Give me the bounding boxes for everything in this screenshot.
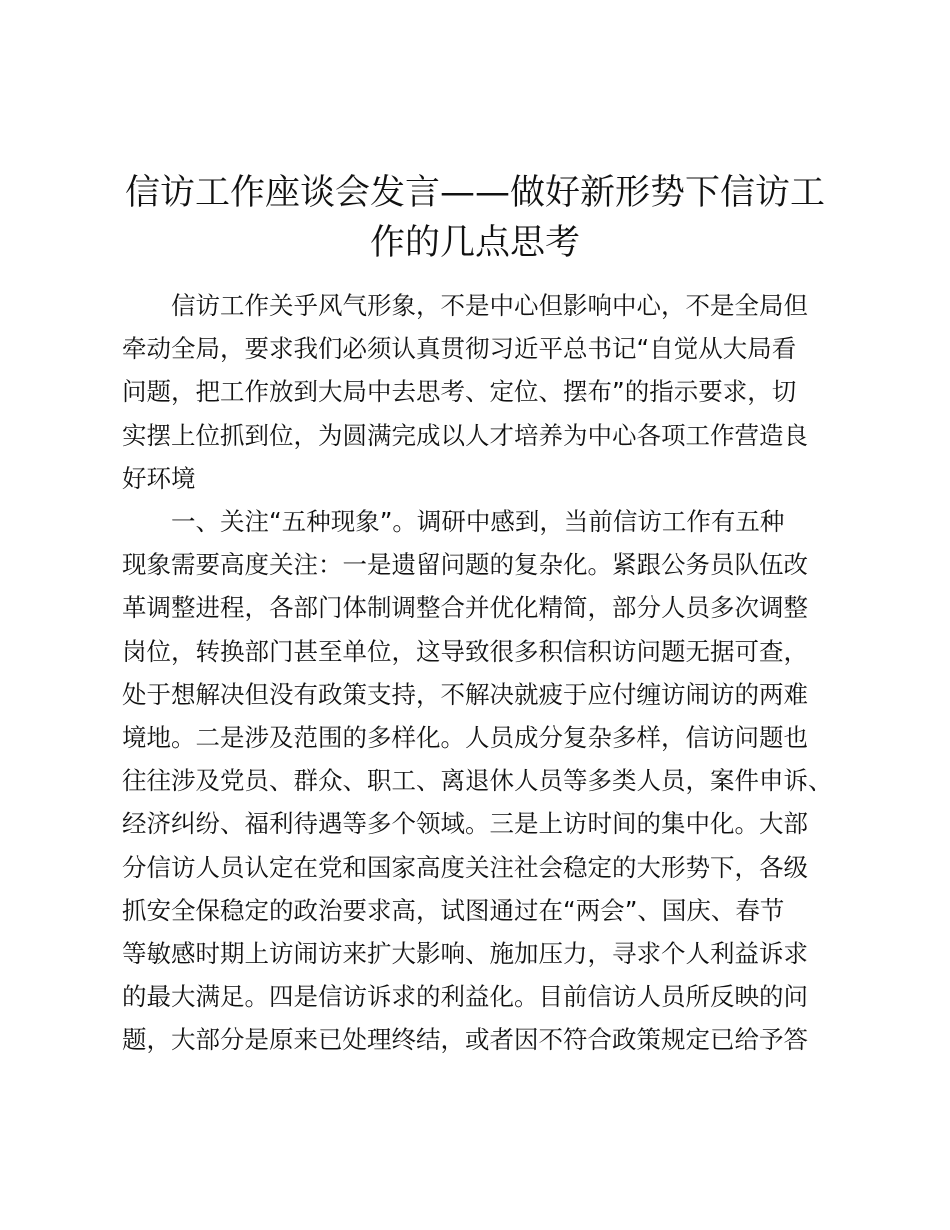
paragraph-line: 等敏感时期上访闹访来扩大影响、施加压力，寻求个人利益诉求 xyxy=(122,939,808,969)
paragraph-line: 一、关注“五种现象”。调研中感到，当前信访工作有五种 xyxy=(171,507,785,537)
paragraph-line: 现象需要高度关注：一是遗留问题的复杂化。紧跟公务员队伍改 xyxy=(122,550,808,580)
paragraph-line: 分信访人员认定在党和国家高度关注社会稳定的大形势下，各级 xyxy=(122,852,808,882)
title-line-2: 作的几点思考 xyxy=(369,223,580,263)
paragraph-line: 岗位，转换部门甚至单位，这导致很多积信积访问题无据可查， xyxy=(122,636,808,666)
paragraph-five-phenomena xyxy=(122,500,833,1062)
paragraph-intro xyxy=(122,284,830,500)
title-line-1: 信访工作座谈会发言——做好新形势下信访工 xyxy=(124,173,825,213)
paragraph-line: 革调整进程，各部门体制调整合并优化精简，部分人员多次调整 xyxy=(122,593,808,623)
paragraph-line: 牵动全局，要求我们必须认真贯彻习近平总书记“自觉从大局看 xyxy=(122,334,797,364)
paragraph-line: 问题，把工作放到大局中去思考、定位、摆布”的指示要求，切 xyxy=(122,377,797,407)
paragraph-line: 经济纠纷、福利待遇等多个领域。三是上访时间的集中化。大部 xyxy=(122,809,808,839)
paragraph-line: 题，大部分是原来已处理终结，或者因不符合政策规定已给予答 xyxy=(122,1025,808,1055)
paragraph-line: 境地。二是涉及范围的多样化。人员成分复杂多样，信访问题也 xyxy=(122,723,808,753)
paragraph-line: 好环境 xyxy=(122,463,196,493)
paragraph-line: 抓安全保稳定的政治要求高，试图通过在“两会”、国庆、春节 xyxy=(122,895,785,925)
document-title xyxy=(110,168,840,268)
paragraph-line: 处于想解决但没有政策支持，不解决就疲于应付缠访闹访的两难 xyxy=(122,679,808,709)
document-body xyxy=(122,284,833,1062)
paragraph-line: 的最大满足。四是信访诉求的利益化。目前信访人员所反映的问 xyxy=(122,982,808,1012)
paragraph-line: 实摆上位抓到位，为圆满完成以人才培养为中心各项工作营造良 xyxy=(122,420,808,450)
paragraph-line: 往往涉及党员、群众、职工、离退休人员等多类人员，案件申诉、 xyxy=(122,766,833,796)
paragraph-line: 信访工作关乎风气形象，不是中心但影响中心，不是全局但 xyxy=(171,291,808,320)
